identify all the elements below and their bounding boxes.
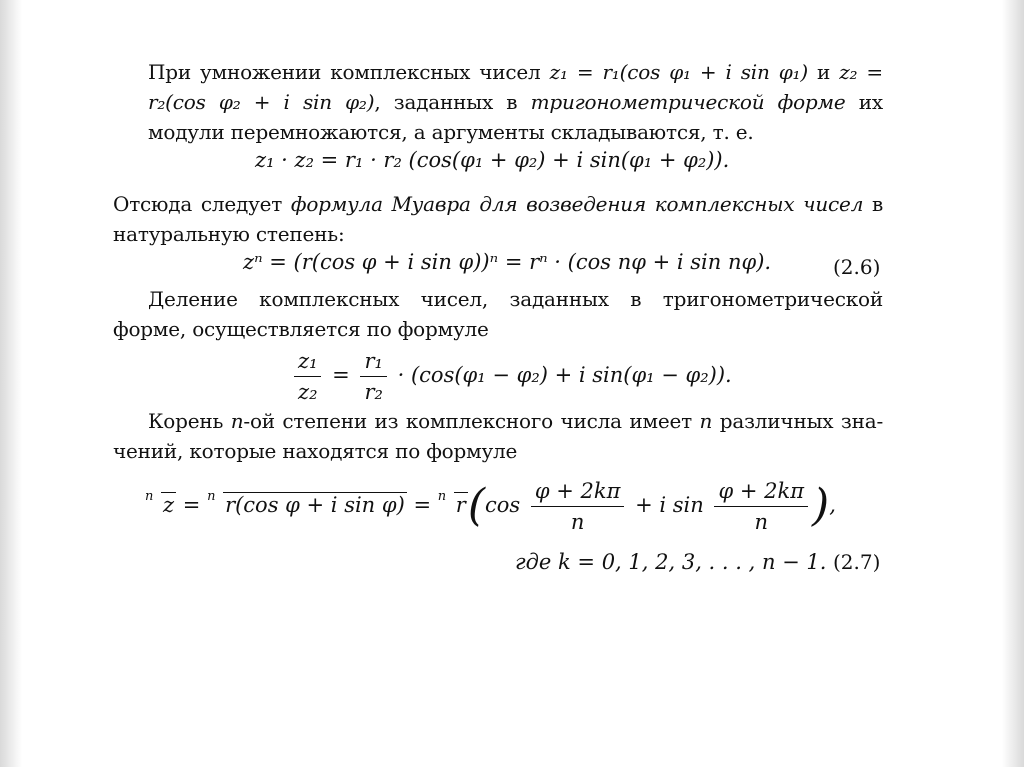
text: и <box>807 60 840 84</box>
denominator: n <box>570 510 585 534</box>
math-z1: z₁ = r₁(cos φ₁ + i sin φ₁) <box>549 60 808 84</box>
comma: , <box>829 493 836 517</box>
text: При умножении комплексных чисел <box>148 60 550 84</box>
root-index: n <box>207 489 216 504</box>
italic-term: тригонометрической форме <box>530 90 846 114</box>
radicand: r <box>455 493 466 517</box>
math-expression: · (cos(φ₁ − φ₂) + i sin(φ₁ − φ₂)). <box>397 363 732 387</box>
equals-sign: = <box>413 493 432 517</box>
paragraph-moivre <box>113 189 883 249</box>
text: различных зна-чений, которые находятся по формуле <box>113 409 884 463</box>
fraction-z <box>294 348 321 405</box>
page-right-shadow <box>1002 0 1024 767</box>
numerator: r₁ <box>360 348 386 377</box>
root-trig <box>207 489 407 517</box>
formula-moivre: zⁿ = (r(cos φ + i sin φ))ⁿ = rⁿ · (cos nφ + i sin nφ). <box>243 250 772 274</box>
math-n: n <box>699 409 713 433</box>
denominator: r₂ <box>364 380 383 404</box>
text: -ой степени из комплексного числа имеет <box>243 409 700 433</box>
text: их модули перемножаются, а аргументы складываются, т. е. <box>148 90 883 144</box>
math-z2: z₂ = r₂(cos φ₂ + i sin φ₂) <box>148 60 883 114</box>
root-index: n <box>437 489 447 504</box>
denominator: n <box>754 510 769 534</box>
numerator: φ + 2kπ <box>531 478 625 507</box>
paragraph-multiplication <box>148 57 883 147</box>
text: Корень <box>148 409 231 433</box>
formula-division <box>290 348 732 405</box>
fraction-angle <box>531 478 625 535</box>
equals-sign: = <box>332 363 350 387</box>
denominator: z₂ <box>298 380 318 404</box>
formula-k-range: где k = 0, 1, 2, 3, . . . , n − 1. <box>515 550 827 574</box>
root-r <box>437 489 468 517</box>
paragraph-roots <box>113 406 883 466</box>
math-n: n <box>230 409 244 433</box>
radicand: z <box>163 493 175 517</box>
formula-roots: n z = n r(cos φ + i sin φ) = n r(cos $\frac{\varphi + 2k\pi}{n}$ + i sin $\frac{\varphi + 2k\pi}{n}$ ), <box>145 479 836 534</box>
fraction-angle <box>714 478 808 535</box>
radicand: r(cos φ + i sin φ) <box>225 493 405 517</box>
text: , заданных в <box>374 90 531 114</box>
fraction-r <box>360 348 386 405</box>
sin-term: + i sin <box>635 493 704 517</box>
equation-number-2-7: (2.7) <box>833 550 881 574</box>
formula-product: z₁ · z₂ = r₁ · r₂ (cos(φ₁ + φ₂) + i sin(φ₁ + φ₂)). <box>255 148 730 172</box>
root-index: n <box>145 489 154 504</box>
text: Деление комплексных чисел, заданных в тригонометрической форме, осуществляется по формуле <box>113 287 883 341</box>
equals-sign: = <box>182 493 201 517</box>
text: в натуральную степень: <box>113 192 884 246</box>
paragraph-division <box>113 284 883 344</box>
page-left-shadow <box>0 0 22 767</box>
cos-function: cos <box>485 493 521 517</box>
italic-term: формула Муавра для возведения комплексных чисел <box>290 192 864 216</box>
text: Отсюда следует <box>113 192 291 216</box>
numerator: z₁ <box>294 348 321 377</box>
equation-number-2-6: (2.6) <box>833 255 881 279</box>
numerator: φ + 2kπ <box>714 478 808 507</box>
root-z <box>145 489 176 517</box>
